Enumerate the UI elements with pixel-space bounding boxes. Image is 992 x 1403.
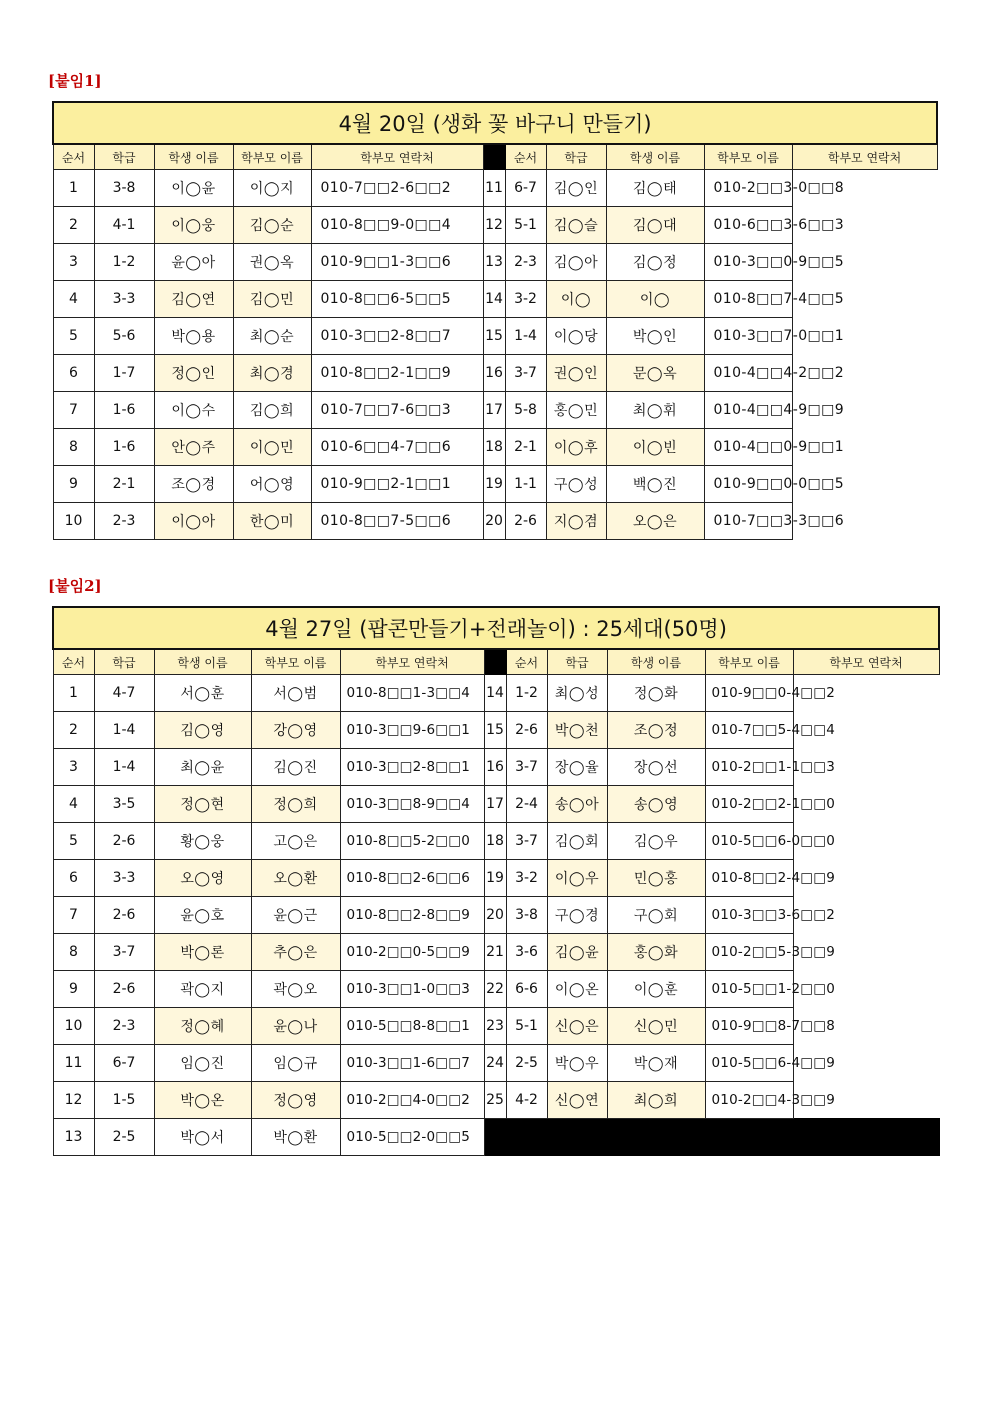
- table-row: [53, 207, 937, 244]
- cell-parent: 장◯선: [607, 749, 705, 786]
- cell-student: 조◯경: [154, 466, 233, 503]
- cell-order: 14: [483, 281, 505, 318]
- col-header-student: 학생 이름: [154, 144, 233, 170]
- cell-class: 2-1: [505, 429, 546, 466]
- table-row: [53, 1045, 939, 1082]
- cell-order: 22: [484, 971, 506, 1008]
- table-row: [53, 786, 939, 823]
- cell-parent: 정◯화: [607, 675, 705, 712]
- cell-parent: 오◯은: [606, 503, 704, 540]
- cell-phone: 010-4□□4-9□□9: [704, 392, 792, 429]
- cell-student: 김◯연: [154, 281, 233, 318]
- col-header-student: 학생 이름: [154, 649, 251, 675]
- cell-class: 5-6: [94, 318, 154, 355]
- cell-phone: 010-5□□6-4□□9: [705, 1045, 793, 1082]
- cell-order: 13: [483, 244, 505, 281]
- cell-parent: 홍◯화: [607, 934, 705, 971]
- cell-order: 18: [483, 429, 505, 466]
- cell-parent: 임◯규: [251, 1045, 340, 1082]
- cell-student: 곽◯지: [154, 971, 251, 1008]
- table-row: [53, 1008, 939, 1045]
- cell-parent: 이◯: [606, 281, 704, 318]
- cell-student: 윤◯호: [154, 897, 251, 934]
- col-header-student: 학생 이름: [606, 144, 704, 170]
- cell-student: 임◯진: [154, 1045, 251, 1082]
- cell-class: 3-3: [94, 281, 154, 318]
- cell-class: 1-1: [505, 466, 546, 503]
- col-header-phone: 학부모 연락처: [311, 144, 483, 170]
- cell-phone: 010-5□□2-0□□5: [340, 1119, 484, 1156]
- cell-class: 2-3: [94, 1008, 154, 1045]
- cell-order: 15: [483, 318, 505, 355]
- cell-student: 김◯아: [546, 244, 606, 281]
- cell-parent: 이◯훈: [607, 971, 705, 1008]
- table-row: [53, 355, 937, 392]
- cell-parent: 이◯지: [233, 170, 311, 207]
- cell-class: 3-3: [94, 860, 154, 897]
- cell-parent: 신◯민: [607, 1008, 705, 1045]
- cell-order: 11: [53, 1045, 94, 1082]
- cell-student: 박◯서: [154, 1119, 251, 1156]
- table-row: [53, 1119, 939, 1156]
- cell-class: 3-2: [506, 860, 547, 897]
- cell-phone: 010-2□□1-1□□3: [705, 749, 793, 786]
- cell-parent: 권◯옥: [233, 244, 311, 281]
- cell-class: 3-7: [506, 749, 547, 786]
- cell-class: 1-4: [94, 749, 154, 786]
- cell-class: 1-2: [94, 244, 154, 281]
- col-header-parent: 학부모 이름: [704, 144, 792, 170]
- cell-student: 정◯인: [154, 355, 233, 392]
- cell-student: 정◯혜: [154, 1008, 251, 1045]
- cell-parent: 추◯은: [251, 934, 340, 971]
- cell-student: 구◯경: [547, 897, 607, 934]
- col-header-student: 학생 이름: [607, 649, 705, 675]
- cell-phone: 010-7□□7-6□□3: [311, 392, 483, 429]
- cell-student: 홍◯민: [546, 392, 606, 429]
- cell-phone: 010-3□□1-0□□3: [340, 971, 484, 1008]
- cell-order: 4: [53, 281, 94, 318]
- cell-student: 김◯슬: [546, 207, 606, 244]
- cell-class: 1-7: [94, 355, 154, 392]
- cell-order: 24: [484, 1045, 506, 1082]
- cell-parent: 최◯희: [607, 1082, 705, 1119]
- cell-phone: 010-8□□6-5□□5: [311, 281, 483, 318]
- attachment-2-label: [붙임2]: [48, 577, 102, 595]
- table-title: 4월 27일 (팝콘만들기+전래놀이) : 25세대(50명): [53, 607, 939, 649]
- cell-class: 1-6: [94, 392, 154, 429]
- cell-order: 14: [484, 675, 506, 712]
- cell-order: 19: [484, 860, 506, 897]
- cell-order: 23: [484, 1008, 506, 1045]
- cell-class: 2-5: [94, 1119, 154, 1156]
- cell-student: 이◯: [546, 281, 606, 318]
- cell-order: 18: [484, 823, 506, 860]
- col-header-order: 순서: [505, 144, 546, 170]
- cell-student: 황◯웅: [154, 823, 251, 860]
- cell-class: 3-8: [506, 897, 547, 934]
- table-row: [53, 392, 937, 429]
- table-row: [53, 971, 939, 1008]
- cell-class: 6-7: [94, 1045, 154, 1082]
- cell-order: 2: [53, 207, 94, 244]
- cell-phone: 010-7□□3-3□□6: [704, 503, 792, 540]
- cell-order: 21: [484, 934, 506, 971]
- cell-phone: 010-8□□2-1□□9: [311, 355, 483, 392]
- table-row: [53, 281, 937, 318]
- cell-phone: 010-7□□2-6□□2: [311, 170, 483, 207]
- cell-student: 이◯웅: [154, 207, 233, 244]
- col-header-order: 순서: [506, 649, 547, 675]
- cell-student: 안◯주: [154, 429, 233, 466]
- table-row: [53, 466, 937, 503]
- cell-phone: 010-6□□4-7□□6: [311, 429, 483, 466]
- cell-class: 3-8: [94, 170, 154, 207]
- cell-order: 6: [53, 355, 94, 392]
- cell-student: 이◯후: [546, 429, 606, 466]
- col-header-class: 학급: [546, 144, 606, 170]
- cell-order: 12: [483, 207, 505, 244]
- cell-order: 3: [53, 749, 94, 786]
- cell-parent: 김◯정: [606, 244, 704, 281]
- cell-parent: 박◯환: [251, 1119, 340, 1156]
- cell-order: 16: [484, 749, 506, 786]
- cell-phone: 010-2□□3-0□□8: [704, 170, 792, 207]
- cell-parent: 김◯순: [233, 207, 311, 244]
- cell-class: 1-4: [94, 712, 154, 749]
- cell-order: 10: [53, 1008, 94, 1045]
- header-row: [53, 649, 939, 675]
- cell-order: 15: [484, 712, 506, 749]
- table-row: [53, 244, 937, 281]
- table-row: [53, 170, 937, 207]
- cell-phone: 010-8□□5-2□□0: [340, 823, 484, 860]
- cell-order: 1: [53, 675, 94, 712]
- cell-parent: 문◯옥: [606, 355, 704, 392]
- cell-student: 김◯인: [546, 170, 606, 207]
- col-header-parent: 학부모 이름: [251, 649, 340, 675]
- cell-order: 7: [53, 897, 94, 934]
- cell-student: 이◯윤: [154, 170, 233, 207]
- cell-student: 송◯아: [547, 786, 607, 823]
- table-row: [53, 429, 937, 466]
- cell-student: 구◯성: [546, 466, 606, 503]
- cell-student: 이◯우: [547, 860, 607, 897]
- table-row: [53, 675, 939, 712]
- cell-class: 2-3: [505, 244, 546, 281]
- cell-phone: 010-3□□2-8□□1: [340, 749, 484, 786]
- cell-order: 9: [53, 971, 94, 1008]
- cell-parent: 김◯우: [607, 823, 705, 860]
- cell-class: 1-6: [94, 429, 154, 466]
- cell-phone: 010-3□□3-6□□2: [705, 897, 793, 934]
- col-header-order: 순서: [53, 649, 94, 675]
- cell-parent: 한◯미: [233, 503, 311, 540]
- cell-parent: 곽◯오: [251, 971, 340, 1008]
- cell-student: 김◯윤: [547, 934, 607, 971]
- cell-parent: 고◯은: [251, 823, 340, 860]
- cell-parent: 정◯영: [251, 1082, 340, 1119]
- cell-phone: 010-9□□0-4□□2: [705, 675, 793, 712]
- cell-class: 2-5: [506, 1045, 547, 1082]
- cell-order: 17: [483, 392, 505, 429]
- cell-phone: 010-7□□5-4□□4: [705, 712, 793, 749]
- cell-class: 6-6: [506, 971, 547, 1008]
- cell-class: 2-6: [506, 712, 547, 749]
- cell-student: 박◯론: [154, 934, 251, 971]
- cell-parent: 조◯정: [607, 712, 705, 749]
- cell-class: 4-1: [94, 207, 154, 244]
- table-row: [53, 318, 937, 355]
- attachment-2-table: [52, 606, 940, 1156]
- cell-phone: 010-9□□0-0□□5: [704, 466, 792, 503]
- cell-class: 1-2: [506, 675, 547, 712]
- cell-student: 신◯은: [547, 1008, 607, 1045]
- cell-order: 13: [53, 1119, 94, 1156]
- cell-parent: 박◯인: [606, 318, 704, 355]
- cell-student: 이◯수: [154, 392, 233, 429]
- cell-parent: 김◯진: [251, 749, 340, 786]
- cell-student: 이◯온: [547, 971, 607, 1008]
- cell-class: 4-7: [94, 675, 154, 712]
- cell-phone: 010-2□□5-3□□9: [705, 934, 793, 971]
- cell-parent: 김◯대: [606, 207, 704, 244]
- cell-order: 8: [53, 934, 94, 971]
- cell-class: 3-7: [505, 355, 546, 392]
- column-divider: [484, 649, 506, 675]
- cell-class: 6-7: [505, 170, 546, 207]
- cell-class: 2-6: [94, 897, 154, 934]
- cell-phone: 010-3□□0-9□□5: [704, 244, 792, 281]
- cell-parent: 정◯희: [251, 786, 340, 823]
- blank-fill-area: [484, 1119, 939, 1156]
- cell-phone: 010-4□□4-2□□2: [704, 355, 792, 392]
- cell-parent: 박◯재: [607, 1045, 705, 1082]
- cell-phone: 010-8□□1-3□□4: [340, 675, 484, 712]
- col-header-parent: 학부모 이름: [233, 144, 311, 170]
- cell-student: 박◯천: [547, 712, 607, 749]
- cell-class: 3-6: [506, 934, 547, 971]
- attachment-1-table: [52, 101, 938, 540]
- cell-class: 1-5: [94, 1082, 154, 1119]
- cell-class: 2-3: [94, 503, 154, 540]
- cell-phone: 010-2□□0-5□□9: [340, 934, 484, 971]
- cell-order: 16: [483, 355, 505, 392]
- cell-phone: 010-6□□3-6□□3: [704, 207, 792, 244]
- cell-student: 박◯용: [154, 318, 233, 355]
- table-row: [53, 897, 939, 934]
- col-header-parent: 학부모 이름: [705, 649, 793, 675]
- cell-class: 3-7: [94, 934, 154, 971]
- column-divider: [483, 144, 505, 170]
- cell-class: 3-7: [506, 823, 547, 860]
- cell-parent: 김◯태: [606, 170, 704, 207]
- cell-order: 10: [53, 503, 94, 540]
- table-row: [53, 1082, 939, 1119]
- cell-class: 2-6: [505, 503, 546, 540]
- cell-phone: 010-5□□8-8□□1: [340, 1008, 484, 1045]
- cell-class: 2-1: [94, 466, 154, 503]
- cell-class: 3-5: [94, 786, 154, 823]
- cell-parent: 윤◯근: [251, 897, 340, 934]
- cell-order: 8: [53, 429, 94, 466]
- cell-order: 7: [53, 392, 94, 429]
- cell-phone: 010-8□□2-4□□9: [705, 860, 793, 897]
- cell-phone: 010-9□□8-7□□8: [705, 1008, 793, 1045]
- cell-parent: 강◯영: [251, 712, 340, 749]
- cell-order: 4: [53, 786, 94, 823]
- cell-parent: 서◯범: [251, 675, 340, 712]
- col-header-order: 순서: [53, 144, 94, 170]
- cell-phone: 010-2□□2-1□□0: [705, 786, 793, 823]
- table-row: [53, 749, 939, 786]
- cell-class: 5-8: [505, 392, 546, 429]
- cell-student: 윤◯아: [154, 244, 233, 281]
- cell-order: 5: [53, 318, 94, 355]
- cell-order: 25: [484, 1082, 506, 1119]
- cell-parent: 구◯회: [607, 897, 705, 934]
- cell-class: 3-2: [505, 281, 546, 318]
- cell-order: 2: [53, 712, 94, 749]
- cell-student: 권◯인: [546, 355, 606, 392]
- cell-class: 2-4: [506, 786, 547, 823]
- cell-parent: 어◯영: [233, 466, 311, 503]
- cell-parent: 오◯환: [251, 860, 340, 897]
- cell-phone: 010-8□□2-8□□9: [340, 897, 484, 934]
- cell-parent: 김◯희: [233, 392, 311, 429]
- cell-student: 신◯연: [547, 1082, 607, 1119]
- table-row: [53, 860, 939, 897]
- cell-phone: 010-9□□2-1□□1: [311, 466, 483, 503]
- cell-parent: 최◯경: [233, 355, 311, 392]
- cell-order: 12: [53, 1082, 94, 1119]
- cell-class: 2-6: [94, 823, 154, 860]
- col-header-phone: 학부모 연락처: [340, 649, 484, 675]
- cell-order: 17: [484, 786, 506, 823]
- cell-parent: 민◯홍: [607, 860, 705, 897]
- cell-order: 9: [53, 466, 94, 503]
- cell-student: 이◯아: [154, 503, 233, 540]
- cell-student: 박◯온: [154, 1082, 251, 1119]
- cell-phone: 010-3□□8-9□□4: [340, 786, 484, 823]
- cell-order: 19: [483, 466, 505, 503]
- cell-parent: 이◯빈: [606, 429, 704, 466]
- cell-phone: 010-3□□9-6□□1: [340, 712, 484, 749]
- cell-phone: 010-4□□0-9□□1: [704, 429, 792, 466]
- col-header-phone: 학부모 연락처: [793, 649, 939, 675]
- cell-student: 김◯영: [154, 712, 251, 749]
- cell-phone: 010-3□□2-8□□7: [311, 318, 483, 355]
- cell-order: 11: [483, 170, 505, 207]
- cell-order: 5: [53, 823, 94, 860]
- table-row: [53, 503, 937, 540]
- cell-student: 서◯훈: [154, 675, 251, 712]
- cell-phone: 010-2□□4-0□□2: [340, 1082, 484, 1119]
- cell-parent: 백◯진: [606, 466, 704, 503]
- cell-student: 장◯율: [547, 749, 607, 786]
- cell-parent: 최◯휘: [606, 392, 704, 429]
- cell-parent: 송◯영: [607, 786, 705, 823]
- cell-phone: 010-9□□1-3□□6: [311, 244, 483, 281]
- cell-order: 6: [53, 860, 94, 897]
- cell-parent: 김◯민: [233, 281, 311, 318]
- cell-phone: 010-5□□1-2□□0: [705, 971, 793, 1008]
- col-header-class: 학급: [94, 144, 154, 170]
- cell-parent: 최◯순: [233, 318, 311, 355]
- cell-phone: 010-8□□7-5□□6: [311, 503, 483, 540]
- cell-class: 5-1: [505, 207, 546, 244]
- col-header-class: 학급: [547, 649, 607, 675]
- table-row: [53, 934, 939, 971]
- cell-phone: 010-8□□2-6□□6: [340, 860, 484, 897]
- cell-phone: 010-8□□9-0□□4: [311, 207, 483, 244]
- col-header-phone: 학부모 연락처: [792, 144, 937, 170]
- cell-class: 5-1: [506, 1008, 547, 1045]
- col-header-class: 학급: [94, 649, 154, 675]
- cell-class: 1-4: [505, 318, 546, 355]
- cell-class: 4-2: [506, 1082, 547, 1119]
- header-row: [53, 144, 937, 170]
- table-row: [53, 823, 939, 860]
- cell-student: 최◯윤: [154, 749, 251, 786]
- cell-student: 김◯회: [547, 823, 607, 860]
- cell-phone: 010-3□□7-0□□1: [704, 318, 792, 355]
- table-row: [53, 712, 939, 749]
- cell-student: 이◯당: [546, 318, 606, 355]
- cell-student: 최◯성: [547, 675, 607, 712]
- cell-student: 지◯겸: [546, 503, 606, 540]
- cell-order: 1: [53, 170, 94, 207]
- cell-phone: 010-2□□4-3□□9: [705, 1082, 793, 1119]
- cell-parent: 윤◯나: [251, 1008, 340, 1045]
- cell-phone: 010-8□□7-4□□5: [704, 281, 792, 318]
- cell-class: 2-6: [94, 971, 154, 1008]
- cell-phone: 010-3□□1-6□□7: [340, 1045, 484, 1082]
- table-title: 4월 20일 (생화 꽃 바구니 만들기): [53, 102, 937, 144]
- cell-order: 20: [483, 503, 505, 540]
- cell-student: 정◯현: [154, 786, 251, 823]
- cell-parent: 이◯민: [233, 429, 311, 466]
- cell-student: 오◯영: [154, 860, 251, 897]
- cell-phone: 010-5□□6-0□□0: [705, 823, 793, 860]
- cell-order: 20: [484, 897, 506, 934]
- attachment-1-label: [붙임1]: [48, 72, 102, 90]
- cell-student: 박◯우: [547, 1045, 607, 1082]
- cell-order: 3: [53, 244, 94, 281]
